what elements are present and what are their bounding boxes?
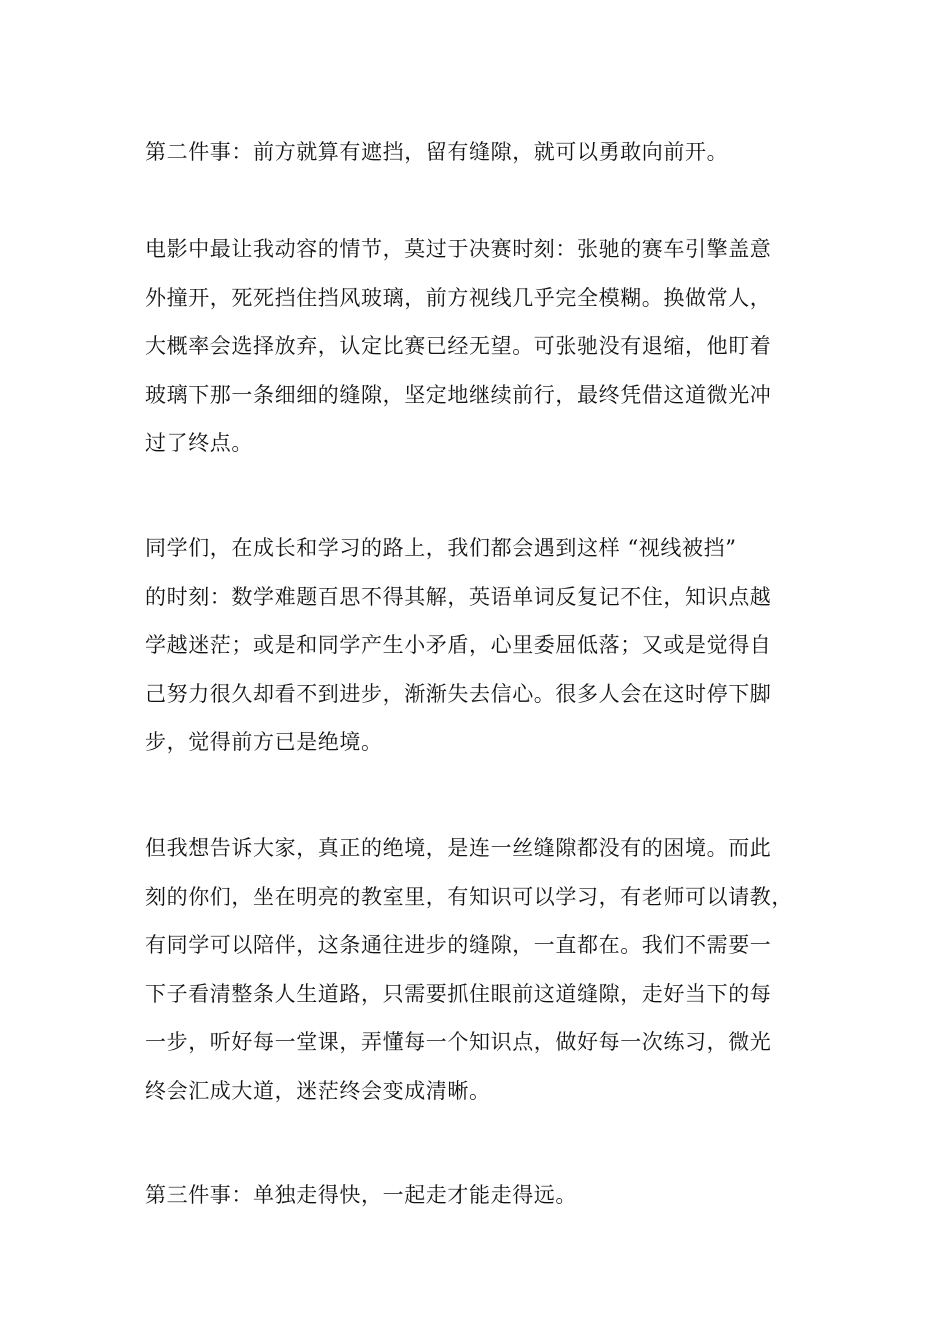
paragraph-movie-story [145,225,825,468]
text-line: 过了终点。 [145,431,253,455]
text-line: 下子看清整条人生道路，只需要抓住眼前这道缝隙，走好当下的每 [145,981,772,1006]
text-line: 同学们，在成长和学习的路上，我们都会遇到这样 “视线被挡” [145,536,737,560]
text-line: 但我想告诉大家，真正的绝境，是连一丝缝隙都没有的困境。而此 [145,836,772,860]
text-line: 外撞开，死死挡住挡风玻璃，前方视线几乎完全模糊。换做常人， [145,285,772,310]
text-line: 步，觉得前方已是绝境。 [145,730,383,754]
text-line: 的时刻：数学难题百思不得其解，英语单词反复记不住，知识点越 [145,584,772,609]
text-line: 第三件事：单独走得快，一起走才能走得远。 [145,1183,577,1207]
text-line: 己努力很久却看不到进步，渐渐失去信心。很多人会在这时停下脚 [145,681,772,706]
text-line: 有同学可以陪伴，这条通往进步的缝隙，一直都在。我们不需要一 [145,933,772,957]
text-line: 一步，听好每一堂课，弄懂每一个知识点，做好每一次练习，微光 [145,1030,772,1054]
text-line: 刻的你们，坐在明亮的教室里，有知识可以学习，有老师可以请教， [145,884,793,909]
text-line: 第二件事：前方就算有遮挡，留有缝隙，就可以勇敢向前开。 [145,140,729,164]
text-line: 终会汇成大道，迷茫终会变成清晰。 [145,1078,491,1103]
paragraph-students-obstacles [145,524,825,767]
paragraph-second-thing-heading [145,128,825,177]
text-line: 大概率会选择放弃，认定比赛已经无望。可张驰没有退缩，他盯着 [145,334,772,358]
paragraph-gap-always-there [145,824,825,1115]
text-line: 电影中最让我动容的情节，莫过于决赛时刻：张驰的赛车引擎盖意 [145,237,772,261]
text-line: 学越迷茫；或是和同学产生小矛盾，心里委屈低落；又或是觉得自 [145,633,772,657]
text-line: 玻璃下那一条细细的缝隙，坚定地继续前行，最终凭借这道微光冲 [145,382,772,407]
paragraph-third-thing-heading [145,1171,825,1220]
